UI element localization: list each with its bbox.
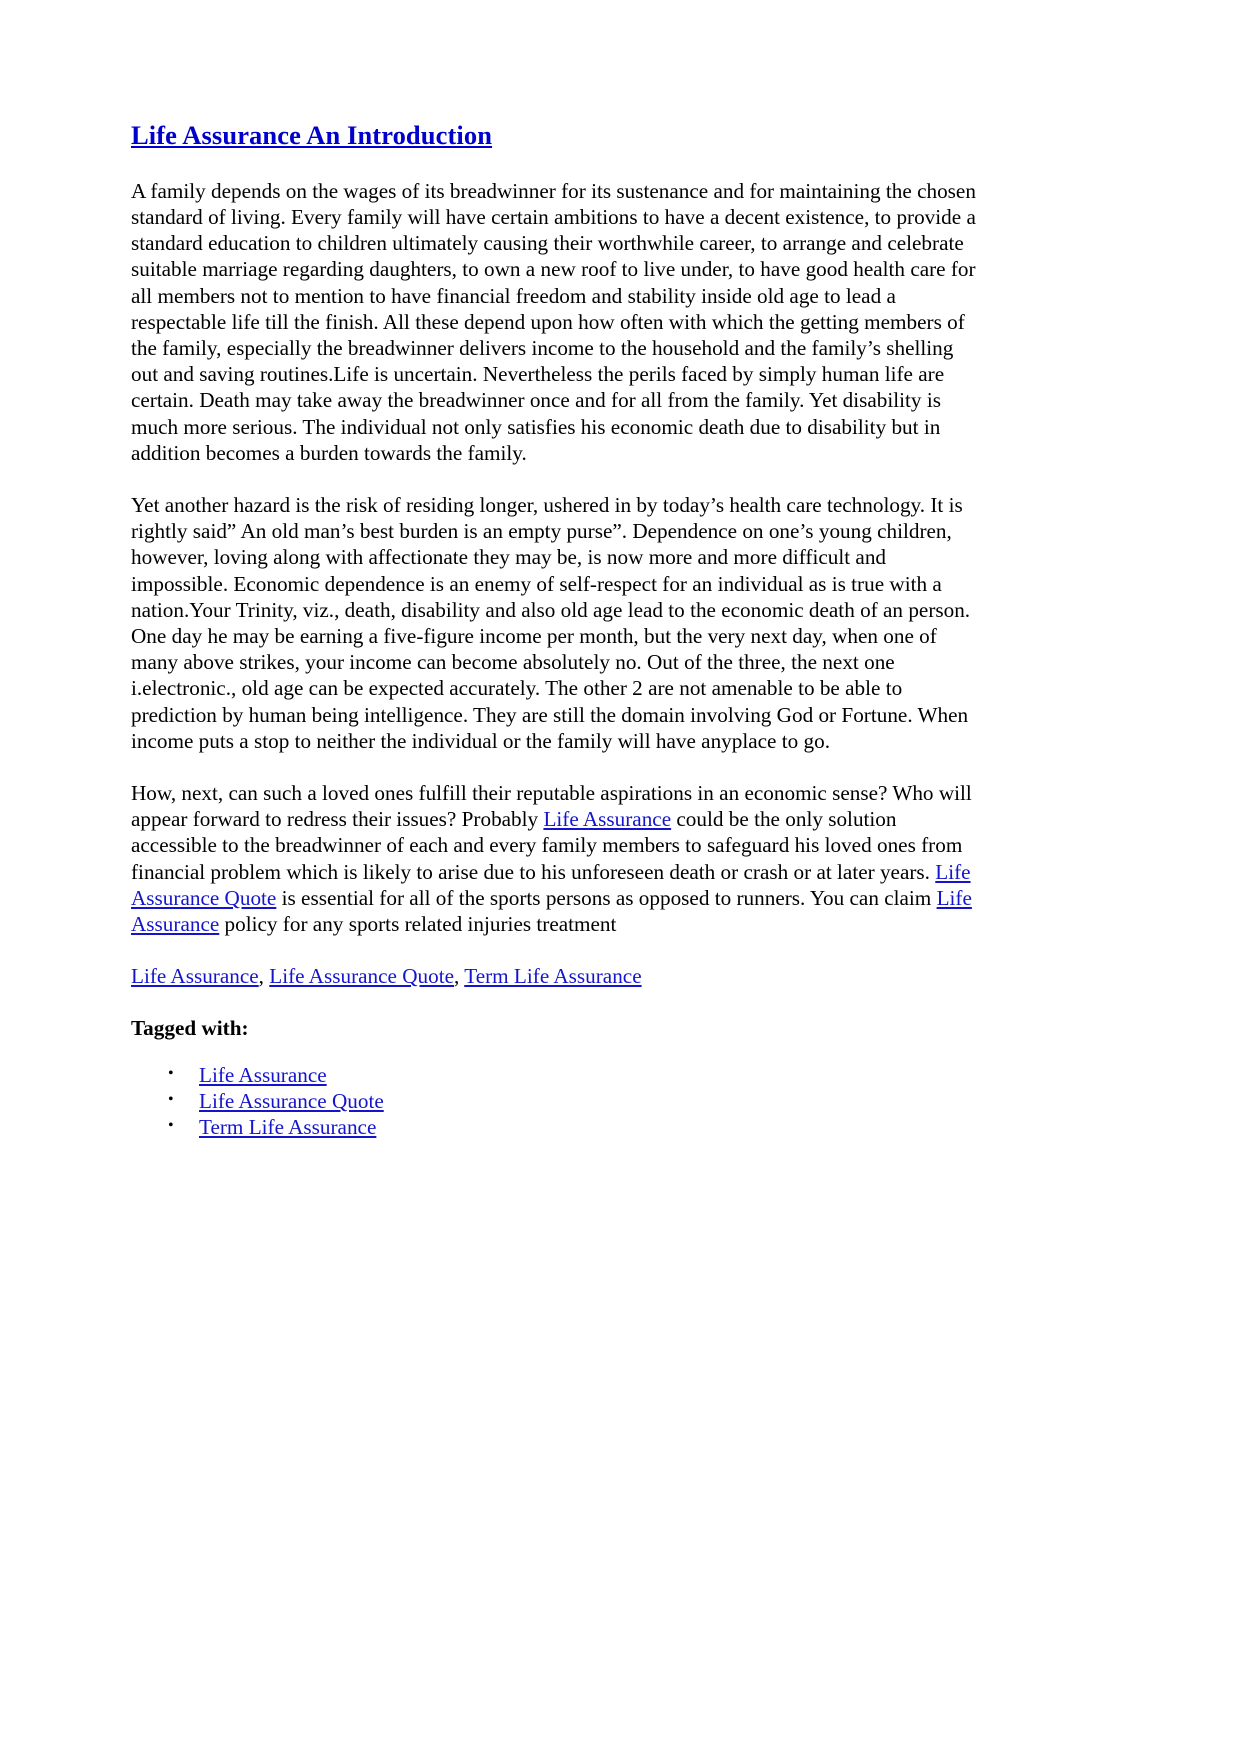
link-life-assurance-inline-1[interactable]: Life Assurance	[543, 807, 672, 832]
list-item	[199, 1088, 983, 1114]
document-body	[131, 120, 983, 1140]
tagged-with-heading: Tagged with:	[131, 1016, 249, 1041]
tag-list	[131, 1062, 983, 1141]
list-item	[199, 1062, 983, 1088]
paragraph-1: A family depends on the wages of its breadwinner for its sustenance and for maintaining the chosen standard of living. Every family will have certain ambitions to have a decent existence, to provide a standard education to children ultimately causing their worthwhile career, to arrange and celebrate suitable marriage regarding daughters, to own a new roof to live under, to have good health care for all members not to mention to have financial freedom and stability inside old age to lead a respectable life till the finish. All these depend upon how often with which the getting members of the family, especially the breadwinner delivers income to the household and the family’s shelling out and saving routines.Life is uncertain. Nevertheless the perils faced by simply human life are certain. Death may take away the breadwinner once and for all from the family. Yet disability is much more serious. The individual not only satisfies his economic death due to disability but in addition becomes a burden towards the family.	[131, 178, 976, 465]
paragraph-3-text-1: How, next, can such a loved ones fulfill their reputable aspirations in an economic sense? Who will appear forward to redress their issues? Probably	[131, 781, 972, 832]
link-life-assurance-inline-2[interactable]: Life Assurance	[131, 885, 972, 937]
paragraph-2: Yet another hazard is the risk of residing longer, ushered in by today’s health care technology. It is rightly said” An old man’s best burden is an empty purse”. Dependence on one’s young children, however, loving along with affectionate they may be, is now more and more difficult and impossible. Economic dependence is an enemy of self-respect for an individual as is true with a nation.Your Trinity, viz., death, disability and also old age lead to the economic death of an person. One day he may be earning a five-figure income per month, but the very next day, when one of many above strikes, your income can become absolutely no. Out of the three, the next one i.electronic., old age can be expected accurately. The other 2 are not amenable to be able to prediction by human being intelligence. They are still the domain involving God or Fortune. When income puts a stop to neither the individual or the family will have anyplace to go.	[131, 493, 971, 753]
link-life-assurance-quote[interactable]: Life Assurance Quote	[269, 964, 455, 989]
list-item	[199, 1114, 983, 1140]
paragraph-3-text-4: policy for any sports related injuries treatment	[219, 912, 617, 937]
link-separator-2: ,	[454, 964, 465, 989]
paragraph-3	[131, 780, 983, 937]
tag-link-life-assurance[interactable]: Life Assurance	[199, 1062, 327, 1087]
related-links-line	[131, 963, 983, 989]
link-term-life-assurance[interactable]: Term Life Assurance	[464, 964, 642, 989]
paragraph-3-text-3: is essential for all of the sports persons as opposed to runners. You can claim	[276, 885, 937, 910]
link-separator-1: ,	[258, 964, 270, 989]
tag-link-life-assurance-quote[interactable]: Life Assurance Quote	[199, 1088, 384, 1113]
link-life-assurance-quote-inline[interactable]: Life Assurance Quote	[131, 859, 971, 910]
paragraph-3-text-2: could be the only solution accessible to the breadwinner of each and every family members to safeguard his loved ones from financial problem which is likely to arise due to his unforeseen death or crash or at later years.	[131, 807, 963, 884]
tag-link-term-life-assurance[interactable]: Term Life Assurance	[199, 1115, 377, 1140]
link-life-assurance[interactable]: Life Assurance	[131, 964, 259, 989]
page-title: Life Assurance An Introduction	[131, 120, 493, 150]
